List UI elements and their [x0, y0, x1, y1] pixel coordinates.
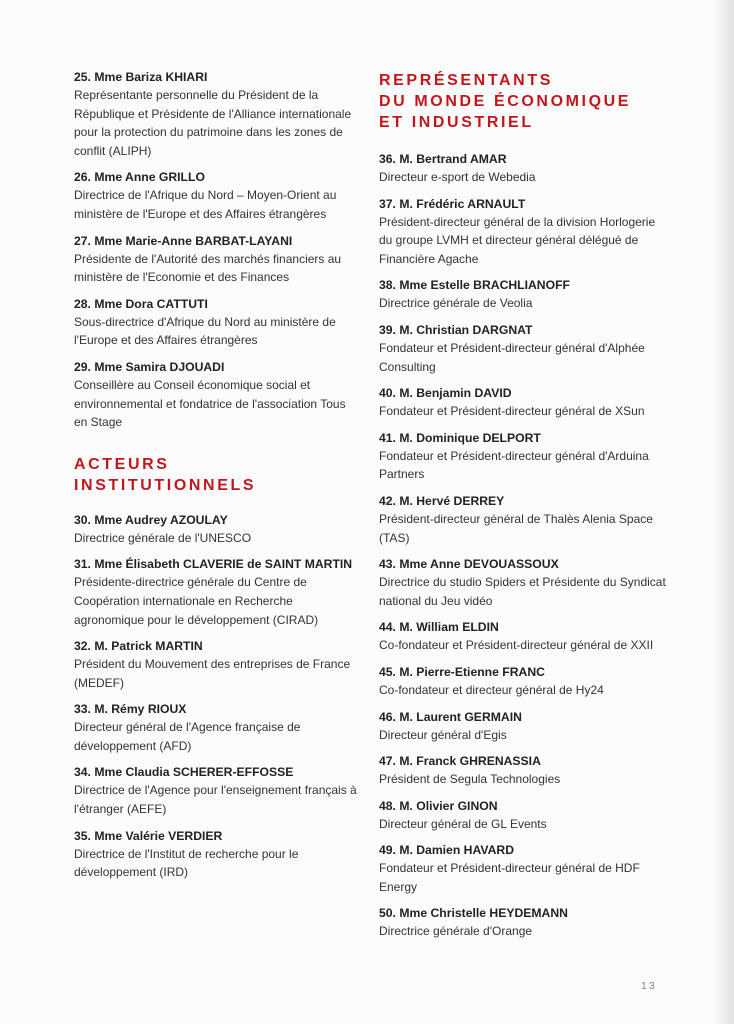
entry-description: Conseillère au Conseil économique social et environnemental et fondatrice de l'association Tous en Stage [74, 377, 346, 430]
entry-description: Directrice générale de l'UNESCO [74, 530, 252, 545]
entry-name: 25. Mme Bariza KHIARI [74, 70, 208, 84]
entry-name: 49. M. Damien HAVARD [379, 843, 514, 858]
list-item [74, 358, 359, 432]
right-column [379, 70, 669, 949]
entry-name: 43. Mme Anne DEVOUASSOUX [379, 557, 559, 572]
entry-name: 45. M. Pierre-Etienne FRANC [379, 664, 545, 679]
entry-description: Directrice générale de Veolia [379, 296, 533, 311]
entry-name: 29. Mme Samira DJOUADI [74, 359, 225, 374]
entry-name: 35. Mme Valérie VERDIER [74, 828, 223, 843]
entry-description: Fondateur et Président-directeur général d'Arduina Partners [379, 448, 649, 482]
entry-description: Directrice du studio Spiders et Présidente du Syndicat national du Jeu vidéo [379, 575, 666, 608]
list-item [379, 321, 669, 376]
list-item [74, 232, 359, 287]
entry-description: Fondateur et Président-directeur général de HDF Energy [379, 861, 640, 894]
entry-description: Directeur général de GL Events [379, 816, 547, 831]
entry-description: Directeur général de l'Agence française de développement (AFD) [74, 720, 301, 753]
entry-description: Président du Mouvement des entreprises de France (MEDEF) [74, 657, 351, 690]
list-item [74, 168, 359, 223]
entry-name: 39. M. Christian DARGNAT [379, 322, 533, 337]
list-item [379, 492, 669, 547]
page-edge-shadow [712, 0, 734, 1024]
list-item [74, 295, 359, 350]
list-item [74, 555, 359, 629]
list-item [379, 555, 669, 610]
entry-name: 36. M. Bertrand AMAR [379, 152, 507, 166]
list-item [74, 763, 359, 818]
list-item [379, 797, 669, 834]
entry-name: 38. Mme Estelle BRACHLIANOFF [379, 278, 570, 293]
entry-description: Fondateur et Président-directeur général de XSun [379, 404, 645, 419]
entry-name: 26. Mme Anne GRILLO [74, 170, 205, 185]
entry-name: 37. M. Frédéric ARNAULT [379, 196, 526, 211]
entry-description: Sous-directrice d'Afrique du Nord au ministère de l'Europe et des Affaires étrangères [74, 314, 336, 348]
entry-description: Directrice de l'Agence pour l'enseignement français à l'étranger (AEFE) [74, 783, 357, 817]
entry-name: 44. M. William ELDIN [379, 620, 499, 635]
page-number: 13 [641, 980, 657, 992]
list-item [379, 429, 669, 484]
entry-description: Co-fondateur et directeur général de Hy24 [379, 682, 604, 697]
list-item [379, 150, 669, 187]
entry-name: 33. M. Rémy RIOUX [74, 702, 187, 717]
list-item [379, 618, 669, 655]
entry-name: 27. Mme Marie-Anne BARBAT-LAYANI [74, 233, 293, 248]
entry-name: 32. M. Patrick MARTIN [74, 639, 203, 654]
list-item [379, 195, 669, 269]
entry-description: Fondateur et Président-directeur général d'Alphée Consulting [379, 340, 645, 374]
list-item [379, 384, 669, 421]
entries-top [74, 68, 359, 432]
left-column [74, 68, 359, 890]
entry-description: Directrice de l'Afrique du Nord – Moyen-Orient au ministère de l'Europe et des Affaires étrangères [74, 188, 337, 221]
entry-name: 34. Mme Claudia SCHERER-EFFOSSE [74, 765, 294, 780]
list-item [379, 841, 669, 896]
entry-description: Directeur e-sport de Webedia [379, 170, 536, 184]
entry-description: Directrice de l'Institut de recherche pour le développement (IRD) [74, 846, 299, 880]
entry-description: Directrice générale d'Orange [379, 924, 533, 939]
list-item [74, 68, 359, 160]
section-title-acteurs-institutionnels: ACTEURS INSTITUTIONNELS [74, 455, 257, 494]
list-item [379, 663, 669, 700]
entries-right [379, 150, 669, 941]
section-title-monde-economique: REPRÉSENTANTS DU MONDE ÉCONOMIQUE ET INDUSTRIEL [379, 72, 632, 131]
entry-name: 28. Mme Dora CATTUTI [74, 296, 208, 311]
entry-description: Représentante personnelle du Président de la République et Présidente de l'Alliance internationale pour la protection du patrimoine dans les zones de conflit (ALIPH) [74, 88, 352, 158]
entry-name: 46. M. Laurent GERMAIN [379, 709, 522, 724]
list-item [379, 276, 669, 313]
entry-description: Présidente-directrice générale du Centre de Coopération internationale en Recherche agronomique pour le développement (CIRAD) [74, 575, 319, 627]
entries-bottom [74, 511, 359, 882]
list-item [74, 827, 359, 882]
entry-description: Co-fondateur et Président-directeur général de XXII [379, 638, 654, 653]
entry-name: 47. M. Franck GHRENASSIA [379, 754, 541, 769]
entry-name: 40. M. Benjamin DAVID [379, 386, 512, 401]
entry-name: 30. Mme Audrey AZOULAY [74, 512, 228, 527]
entry-name: 31. Mme Élisabeth CLAVERIE de SAINT MARTIN [74, 557, 353, 572]
list-item [379, 904, 669, 941]
entry-description: Président-directeur général de Thalès Alenia Space (TAS) [379, 511, 653, 545]
list-item [74, 637, 359, 692]
list-item [74, 700, 359, 755]
entry-description: Président-directeur général de la division Horlogerie du groupe LVMH et directeur général délégué de Financière Agache [379, 214, 656, 266]
entry-name: 48. M. Olivier GINON [379, 798, 498, 813]
entry-description: Présidente de l'Autorité des marchés financiers au ministère de l'Economie et des Finances [74, 251, 342, 285]
entry-name: 50. Mme Christelle HEYDEMANN [379, 906, 568, 921]
list-item [74, 511, 359, 548]
list-item [379, 752, 669, 789]
entry-description: Directeur général d'Egis [379, 727, 507, 742]
entry-description: Président de Segula Technologies [379, 772, 561, 787]
entry-name: 41. M. Dominique DELPORT [379, 430, 541, 445]
entry-name: 42. M. Hervé DERREY [379, 493, 505, 508]
list-item [379, 708, 669, 745]
